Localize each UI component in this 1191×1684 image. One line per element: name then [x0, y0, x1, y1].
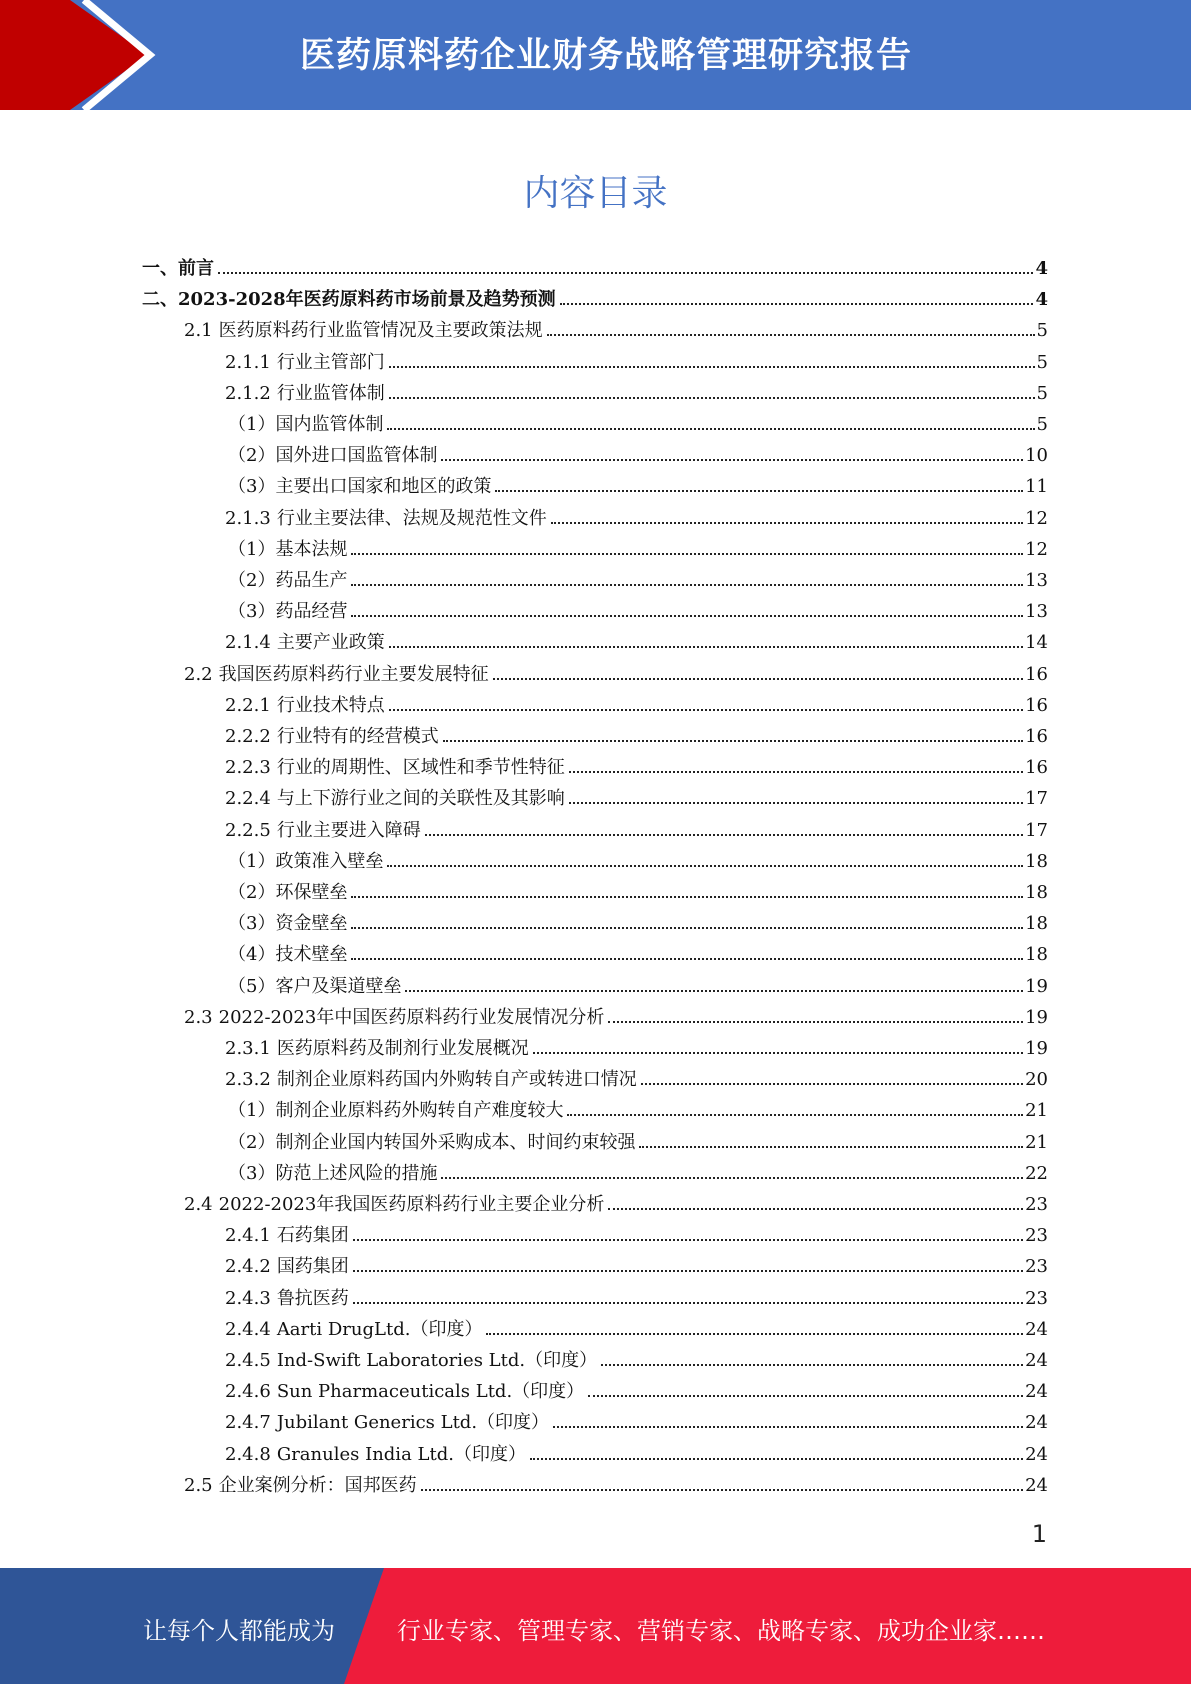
toc-entry-page: 5 [1036, 414, 1048, 435]
toc-entry-page: 23 [1025, 1256, 1048, 1278]
toc-entry-page: 12 [1025, 538, 1048, 560]
dot-leader [569, 770, 1023, 773]
toc-entry-number: （1） [228, 538, 276, 560]
toc-entry-title: 药品经营 [275, 601, 348, 623]
toc-entry-number: （3） [228, 601, 276, 623]
toc-entry-page: 21 [1025, 1100, 1048, 1122]
toc-entry-number: 2.4.8 [225, 1443, 271, 1465]
toc-entry-title: 国内监管体制 [275, 414, 384, 435]
toc-entry-page: 18 [1025, 882, 1048, 903]
toc-entry-title: 行业主要进入障碍 [276, 819, 421, 841]
toc-entry[interactable] [225, 1439, 1048, 1470]
toc-entry-page: 16 [1025, 663, 1048, 685]
toc-entry-page: 20 [1025, 1069, 1048, 1091]
toc-entry-title: 基本法规 [275, 538, 348, 560]
toc-entry[interactable] [225, 1220, 1048, 1251]
dot-leader [530, 1457, 1023, 1460]
toc-entry-title: 主要产业政策 [276, 632, 385, 654]
toc-entry-page: 4 [1035, 289, 1048, 311]
toc-entry-title: 主要出口国家和地区的政策 [275, 476, 492, 498]
toc-entry-title: 医药原料药及制剂行业发展概况 [276, 1038, 529, 1059]
toc-entry[interactable] [225, 721, 1048, 752]
toc-entry-page: 18 [1025, 944, 1048, 966]
dot-leader [387, 864, 1023, 867]
toc-entry[interactable] [225, 627, 1048, 658]
dot-leader [351, 926, 1023, 929]
dot-leader [553, 1425, 1023, 1428]
toc-entry-number: 2.1.3 [225, 507, 271, 529]
toc-entry-title: Sun Pharmaceuticals Ltd.（印度） [276, 1381, 585, 1403]
toc-entry-number: 2.2 [184, 663, 213, 685]
dot-leader [389, 645, 1023, 648]
toc-entry-title: 行业的周期性、区域性和季节性特征 [276, 757, 565, 779]
dot-leader [389, 396, 1035, 399]
toc-entry[interactable] [228, 534, 1048, 565]
dot-leader [441, 1176, 1023, 1179]
toc-entry[interactable] [225, 1251, 1048, 1282]
toc-entry-number: （3） [228, 913, 276, 935]
dot-leader [567, 1113, 1023, 1116]
toc-entry[interactable] [225, 503, 1048, 534]
toc-entry-page: 16 [1025, 757, 1048, 779]
toc-entry-number: 2.4 [184, 1194, 213, 1215]
toc-entry-page: 23 [1025, 1287, 1048, 1309]
toc-entry-title: Aarti DrugLtd.（印度） [276, 1318, 483, 1340]
dot-leader [353, 1301, 1023, 1304]
dot-leader [389, 708, 1023, 711]
toc-entry[interactable] [228, 440, 1048, 471]
toc-entry-number: 2.2.4 [225, 788, 271, 810]
dot-leader [495, 489, 1023, 492]
dot-leader [387, 427, 1034, 430]
toc-entry-title: 2023-2028年医药原料药市场前景及趋势预测 [178, 289, 556, 311]
toc-entry[interactable] [228, 939, 1048, 970]
toc-entry-number: （4） [228, 944, 276, 966]
dot-leader [218, 271, 1033, 274]
toc-entry-title: 石药集团 [276, 1225, 349, 1247]
toc-entry[interactable] [225, 752, 1048, 783]
toc-entry-number: 2.4.4 [225, 1318, 271, 1340]
dot-leader [641, 1082, 1023, 1085]
toc-entry[interactable] [225, 783, 1048, 814]
toc-entry[interactable] [225, 378, 1048, 409]
dot-leader [353, 1238, 1023, 1241]
toc-entry-page: 18 [1025, 850, 1048, 872]
toc-entry-page: 12 [1025, 507, 1048, 529]
toc-entry-number: 2.2.1 [225, 694, 271, 716]
toc-entry-page: 24 [1025, 1412, 1048, 1434]
toc-entry-title: 行业技术特点 [276, 694, 385, 716]
toc-entry-title: 企业案例分析：国邦医药 [218, 1474, 417, 1496]
toc-entry-number: 2.1.2 [225, 382, 271, 404]
dot-leader [639, 1145, 1023, 1148]
toc-entry-number: 一、 [142, 258, 178, 279]
toc-entry-page: 19 [1025, 1038, 1048, 1059]
toc-entry[interactable] [228, 409, 1048, 440]
toc-entry-number: （1） [228, 1100, 276, 1122]
toc-entry-page: 13 [1025, 601, 1048, 623]
toc-entry-page: 11 [1025, 476, 1048, 498]
toc-entry-number: 2.3 [184, 1006, 213, 1028]
toc-entry[interactable] [225, 1064, 1048, 1095]
toc-entry-number: 2.3.2 [225, 1069, 271, 1091]
toc-entry[interactable] [225, 690, 1048, 721]
toc-entry-number: 2.5 [184, 1474, 213, 1496]
toc-entry[interactable] [225, 1033, 1048, 1064]
toc-entry-title: 我国医药原料药行业主要发展特征 [218, 663, 489, 685]
toc-entry[interactable] [225, 815, 1048, 846]
toc-entry-page: 5 [1036, 382, 1048, 404]
report-title: 医药原料药企业财务战略管理研究报告 [300, 36, 913, 76]
toc-entry-number: （2） [228, 882, 276, 903]
toc-entry[interactable] [228, 877, 1048, 908]
toc-entry-title: Ind-Swift Laboratories Ltd.（印度） [276, 1350, 598, 1371]
toc-entry-page: 19 [1025, 975, 1048, 997]
header-banner [0, 0, 1191, 110]
toc-entry-number: 2.4.5 [225, 1350, 271, 1371]
toc-entry-title: 政策准入壁垒 [275, 850, 384, 872]
toc-entry-page: 23 [1025, 1194, 1048, 1215]
dot-leader [353, 1269, 1023, 1272]
toc-entry-page: 5 [1036, 351, 1048, 373]
toc-entry-number: 2.4.7 [225, 1412, 271, 1434]
toc-entry-number: （3） [228, 1162, 276, 1184]
dot-leader [351, 552, 1023, 555]
dot-leader [486, 1332, 1023, 1335]
toc-entry[interactable] [184, 659, 1048, 690]
toc-entry-page: 24 [1025, 1381, 1048, 1403]
toc-entry[interactable] [184, 1002, 1048, 1033]
toc-entry[interactable] [184, 1189, 1048, 1220]
toc-entry-title: 行业特有的经营模式 [276, 726, 439, 747]
toc-entry-page: 17 [1025, 788, 1048, 810]
toc-entry-number: （2） [228, 445, 276, 467]
toc-entry-number: （5） [228, 975, 276, 997]
toc-entry-title: 行业监管体制 [276, 382, 385, 404]
toc-entry-title: 医药原料药行业监管情况及主要政策法规 [218, 320, 543, 342]
toc-entry-number: （1） [228, 850, 276, 872]
toc-entry[interactable] [228, 1127, 1048, 1158]
toc-entry-title: 前言 [178, 258, 214, 279]
toc-entry-number: （3） [228, 476, 276, 498]
toc-entry[interactable] [225, 1314, 1048, 1345]
toc-entry-number: 2.3.1 [225, 1038, 271, 1059]
dot-leader [441, 458, 1023, 461]
toc-entry[interactable] [225, 1345, 1048, 1376]
toc-entry-number: 2.1 [184, 320, 213, 342]
toc-entry-title: Jubilant Generics Ltd.（印度） [276, 1412, 550, 1434]
toc-entry-page: 10 [1025, 445, 1048, 467]
dot-leader [569, 801, 1023, 804]
dot-leader [421, 1488, 1023, 1491]
toc-entry-number: （2） [228, 570, 276, 591]
dot-leader [560, 302, 1034, 305]
dot-leader [351, 895, 1023, 898]
dot-leader [608, 1020, 1023, 1023]
toc-entry-page: 19 [1025, 1006, 1048, 1028]
toc-entry-title: 2022-2023年中国医药原料药行业发展情况分析 [218, 1006, 605, 1028]
toc-heading: 内容目录 [523, 173, 668, 214]
toc-entry-title: 与上下游行业之间的关联性及其影响 [276, 788, 565, 810]
toc-entry[interactable] [184, 1470, 1048, 1501]
toc-entry-title: 资金壁垒 [275, 913, 348, 935]
toc-entry-page: 4 [1035, 258, 1048, 279]
footer-banner [0, 1568, 1191, 1684]
toc-entry-title: 药品生产 [275, 570, 348, 591]
toc-entry-page: 24 [1025, 1350, 1048, 1371]
toc-entry[interactable] [142, 253, 1048, 284]
toc-entry-page: 21 [1025, 1131, 1048, 1153]
dot-leader [351, 583, 1023, 586]
toc-entry[interactable] [225, 1283, 1048, 1314]
footer-slogan-right: 行业专家、管理专家、营销专家、战略专家、成功企业家…… [397, 1617, 1045, 1645]
toc-entry-title: 鲁抗医药 [276, 1287, 349, 1309]
toc-entry-page: 17 [1025, 819, 1048, 841]
toc-entry-title: 国外进口国监管体制 [275, 445, 438, 467]
toc-entry[interactable] [228, 1158, 1048, 1189]
toc-entry-number: 2.2.2 [225, 726, 271, 747]
toc-entry-title: 客户及渠道壁垒 [275, 975, 402, 997]
toc-entry[interactable] [225, 1376, 1048, 1407]
toc-entry-title: 制剂企业原料药国内外购转自产或转进口情况 [276, 1069, 637, 1091]
toc-entry-title: 制剂企业原料药外购转自产难度较大 [275, 1100, 564, 1122]
toc-entry-number: 二、 [142, 289, 178, 311]
toc-entry-number: 2.4.1 [225, 1225, 271, 1247]
dot-leader [425, 833, 1023, 836]
dot-leader [601, 1363, 1023, 1366]
toc-entry-title: Granules India Ltd.（印度） [276, 1443, 526, 1465]
toc-entry[interactable] [228, 846, 1048, 877]
toc-entry[interactable] [228, 908, 1048, 939]
toc-entry-page: 24 [1025, 1474, 1048, 1496]
page-number: 1 [1031, 1520, 1047, 1548]
toc-entry-page: 16 [1025, 694, 1048, 716]
dot-leader [547, 333, 1035, 336]
toc-entry-number: 2.1.4 [225, 632, 271, 654]
toc-entry-title: 防范上述风险的措施 [275, 1162, 438, 1184]
toc-entry-number: 2.1.1 [225, 351, 271, 373]
toc-entry[interactable] [142, 284, 1048, 315]
dot-leader [588, 1394, 1023, 1397]
toc-entry-page: 14 [1025, 632, 1048, 654]
toc-entry-number: 2.2.3 [225, 757, 271, 779]
toc-entry-page: 18 [1025, 913, 1048, 935]
dot-leader [405, 989, 1023, 992]
dot-leader [389, 365, 1035, 368]
toc-entry-number: 2.4.2 [225, 1256, 271, 1278]
toc-entry-page: 16 [1025, 726, 1048, 747]
dot-leader [351, 957, 1023, 960]
dot-leader [443, 739, 1023, 742]
toc-entry-page: 22 [1025, 1162, 1048, 1184]
toc-entry-title: 2022-2023年我国医药原料药行业主要企业分析 [218, 1194, 605, 1215]
toc-entry[interactable] [228, 596, 1048, 627]
toc-entry-title: 行业主要法律、法规及规范性文件 [276, 507, 547, 529]
toc-entry-number: 2.4.3 [225, 1287, 271, 1309]
toc-entry-title: 制剂企业国内转国外采购成本、时间约束较强 [275, 1131, 636, 1153]
toc-entry-page: 5 [1036, 320, 1048, 342]
dot-leader [493, 677, 1023, 680]
toc-entry[interactable] [228, 1095, 1048, 1126]
toc-entry[interactable] [184, 315, 1048, 346]
footer-slogan-left: 让每个人都能成为 [143, 1617, 335, 1645]
dot-leader [533, 1051, 1023, 1054]
toc-entry-title: 国药集团 [276, 1256, 349, 1278]
toc-entry[interactable] [228, 565, 1048, 596]
toc-entry-number: 2.4.6 [225, 1381, 271, 1403]
toc-entry[interactable] [228, 971, 1048, 1002]
toc-entry-page: 24 [1025, 1318, 1048, 1340]
toc-entry-page: 24 [1025, 1443, 1048, 1465]
toc-entry-number: （2） [228, 1131, 276, 1153]
toc-entry[interactable] [228, 471, 1048, 502]
toc-entry-page: 23 [1025, 1225, 1048, 1247]
toc-entry[interactable] [225, 1407, 1048, 1438]
toc-entry-title: 行业主管部门 [276, 351, 385, 373]
toc-entry-number: （1） [228, 414, 276, 435]
dot-leader [608, 1207, 1023, 1210]
toc-entry[interactable] [225, 347, 1048, 378]
toc-entry-number: 2.2.5 [225, 819, 271, 841]
toc-entry-title: 技术壁垒 [275, 944, 348, 966]
dot-leader [551, 521, 1023, 524]
toc-entry-title: 环保壁垒 [275, 882, 348, 903]
dot-leader [351, 614, 1023, 617]
toc-entry-page: 13 [1025, 570, 1048, 591]
